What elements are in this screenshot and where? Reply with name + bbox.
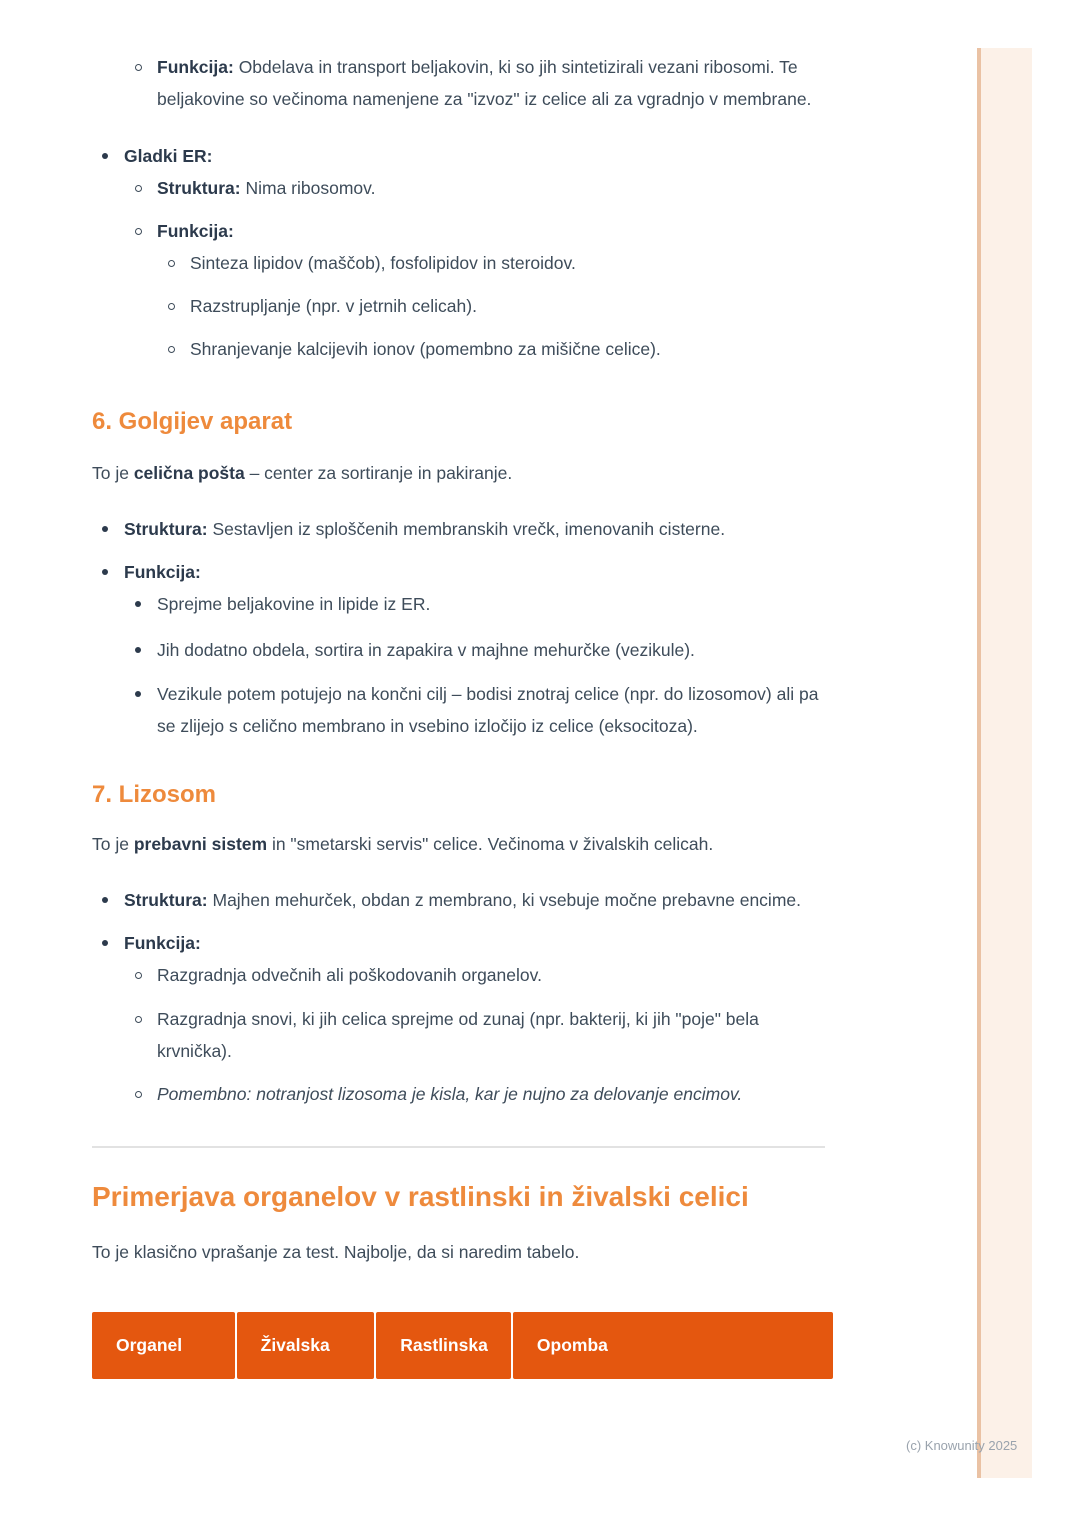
list-item xyxy=(92,290,833,322)
intro-bold: celična pošta xyxy=(133,463,245,483)
disc-bullet-icon xyxy=(135,647,141,653)
item-label: Struktura: xyxy=(124,890,208,910)
list-item-gladki-er xyxy=(92,140,833,172)
circle-bullet-icon xyxy=(135,185,142,192)
item-text: Shranjevanje kalcijevih ionov (pomembno za mišične celice). xyxy=(190,339,661,359)
item-text: Obdelava in transport beljakovin, ki so jih sintetizirali vezani ribosomi. Te beljakovine so večinoma namenjene za "izvoz" iz celice ali za vgradnjo v membrane. xyxy=(157,57,812,109)
list-item xyxy=(92,959,833,991)
comparison-table-header-row xyxy=(92,1312,833,1379)
horizontal-divider xyxy=(92,1146,825,1148)
list-item xyxy=(92,588,833,620)
right-margin-stripe xyxy=(977,48,1032,1478)
item-label: Funkcija: xyxy=(157,221,234,241)
table-header-opomba: Opomba xyxy=(513,1312,833,1379)
table-header-zivalska: Živalska xyxy=(237,1312,375,1379)
list-item xyxy=(92,1003,833,1067)
item-label: Funkcija: xyxy=(124,562,201,582)
circle-bullet-icon xyxy=(168,303,175,310)
list-item-lizosom-funkcija xyxy=(92,927,833,959)
golgi-intro xyxy=(92,457,833,489)
copyright-watermark: (c) Knowunity 2025 xyxy=(906,1438,1018,1453)
intro-suffix: – center za sortiranje in pakiranje. xyxy=(244,463,513,483)
disc-bullet-icon xyxy=(135,601,141,607)
disc-bullet-icon xyxy=(102,526,108,532)
item-text: Sinteza lipidov (maščob), fosfolipidov in steroidov. xyxy=(190,253,576,273)
comparison-intro: To je klasično vprašanje za test. Najbolje, da si naredim tabelo. xyxy=(92,1242,580,1262)
list-item-lizosom-struktura xyxy=(92,884,833,916)
list-item-gladki-struktura xyxy=(92,172,833,204)
disc-bullet-icon xyxy=(102,940,108,946)
item-text: Razgradnja odvečnih ali poškodovanih organelov. xyxy=(157,965,542,985)
list-item xyxy=(92,634,833,666)
list-item xyxy=(92,247,833,279)
item-text: Sestavljen iz sploščenih membranskih vrečk, imenovanih cisterne. xyxy=(207,519,726,539)
list-item-pomembno xyxy=(92,1078,833,1110)
intro-prefix: To je xyxy=(92,463,134,483)
list-item-gladki-funkcija xyxy=(92,215,833,247)
list-item-golgi-funkcija xyxy=(92,556,833,588)
item-label: Funkcija: xyxy=(124,933,201,953)
circle-bullet-icon xyxy=(168,346,175,353)
item-text: Razgradnja snovi, ki jih celica sprejme od zunaj (npr. bakterij, ki jih "poje" bela krvnička). xyxy=(157,1009,759,1061)
circle-bullet-icon xyxy=(168,260,175,267)
section-heading-comparison: Primerjava organelov v rastlinski in živalski celici xyxy=(92,1181,749,1212)
circle-bullet-icon xyxy=(135,1016,142,1023)
lizosom-intro xyxy=(92,828,833,860)
table-header-organel: Organel xyxy=(92,1312,235,1379)
item-text: Majhen mehurček, obdan z membrano, ki vsebuje močne prebavne encime. xyxy=(207,890,801,910)
item-text: Vezikule potem potujejo na končni cilj – bodisi znotraj celice (npr. do lizosomov) ali pa se zlijejo s celično membrano in vsebino izločijo iz celice (eksocitoza). xyxy=(157,684,819,736)
item-text: Pomembno: notranjost lizosoma je kisla, kar je nujno za delovanje encimov. xyxy=(157,1084,743,1104)
section-heading-lizosom: 7. Lizosom xyxy=(92,781,217,808)
list-item xyxy=(92,678,833,742)
item-text: Jih dodatno obdela, sortira in zapakira v majhne mehurčke (vezikule). xyxy=(157,640,695,660)
item-text: Sprejme beljakovine in lipide iz ER. xyxy=(157,594,431,614)
intro-bold: prebavni sistem xyxy=(133,834,268,854)
item-label: Struktura: xyxy=(157,178,241,198)
circle-bullet-icon xyxy=(135,64,142,71)
intro-prefix: To je xyxy=(92,834,134,854)
item-text: Razstrupljanje (npr. v jetrnih celicah). xyxy=(190,296,477,316)
disc-bullet-icon xyxy=(135,691,141,697)
item-text: Nima ribosomov. xyxy=(240,178,376,198)
disc-bullet-icon xyxy=(102,897,108,903)
intro-suffix: in "smetarski servis" celice. Večinoma v živalskih celicah. xyxy=(267,834,714,854)
circle-bullet-icon xyxy=(135,228,142,235)
notes-content xyxy=(92,51,833,1379)
section-heading-golgi: 6. Golgijev aparat xyxy=(92,408,293,435)
list-item-rough-er-funkcija xyxy=(92,51,833,115)
disc-bullet-icon xyxy=(102,153,108,159)
item-label: Gladki ER: xyxy=(124,146,213,166)
list-item xyxy=(92,333,833,365)
item-label: Funkcija: xyxy=(157,57,234,77)
disc-bullet-icon xyxy=(102,569,108,575)
list-item-golgi-struktura xyxy=(92,513,833,545)
item-label: Struktura: xyxy=(124,519,208,539)
circle-bullet-icon xyxy=(135,972,142,979)
table-header-rastlinska: Rastlinska xyxy=(376,1312,511,1379)
circle-bullet-icon xyxy=(135,1091,142,1098)
